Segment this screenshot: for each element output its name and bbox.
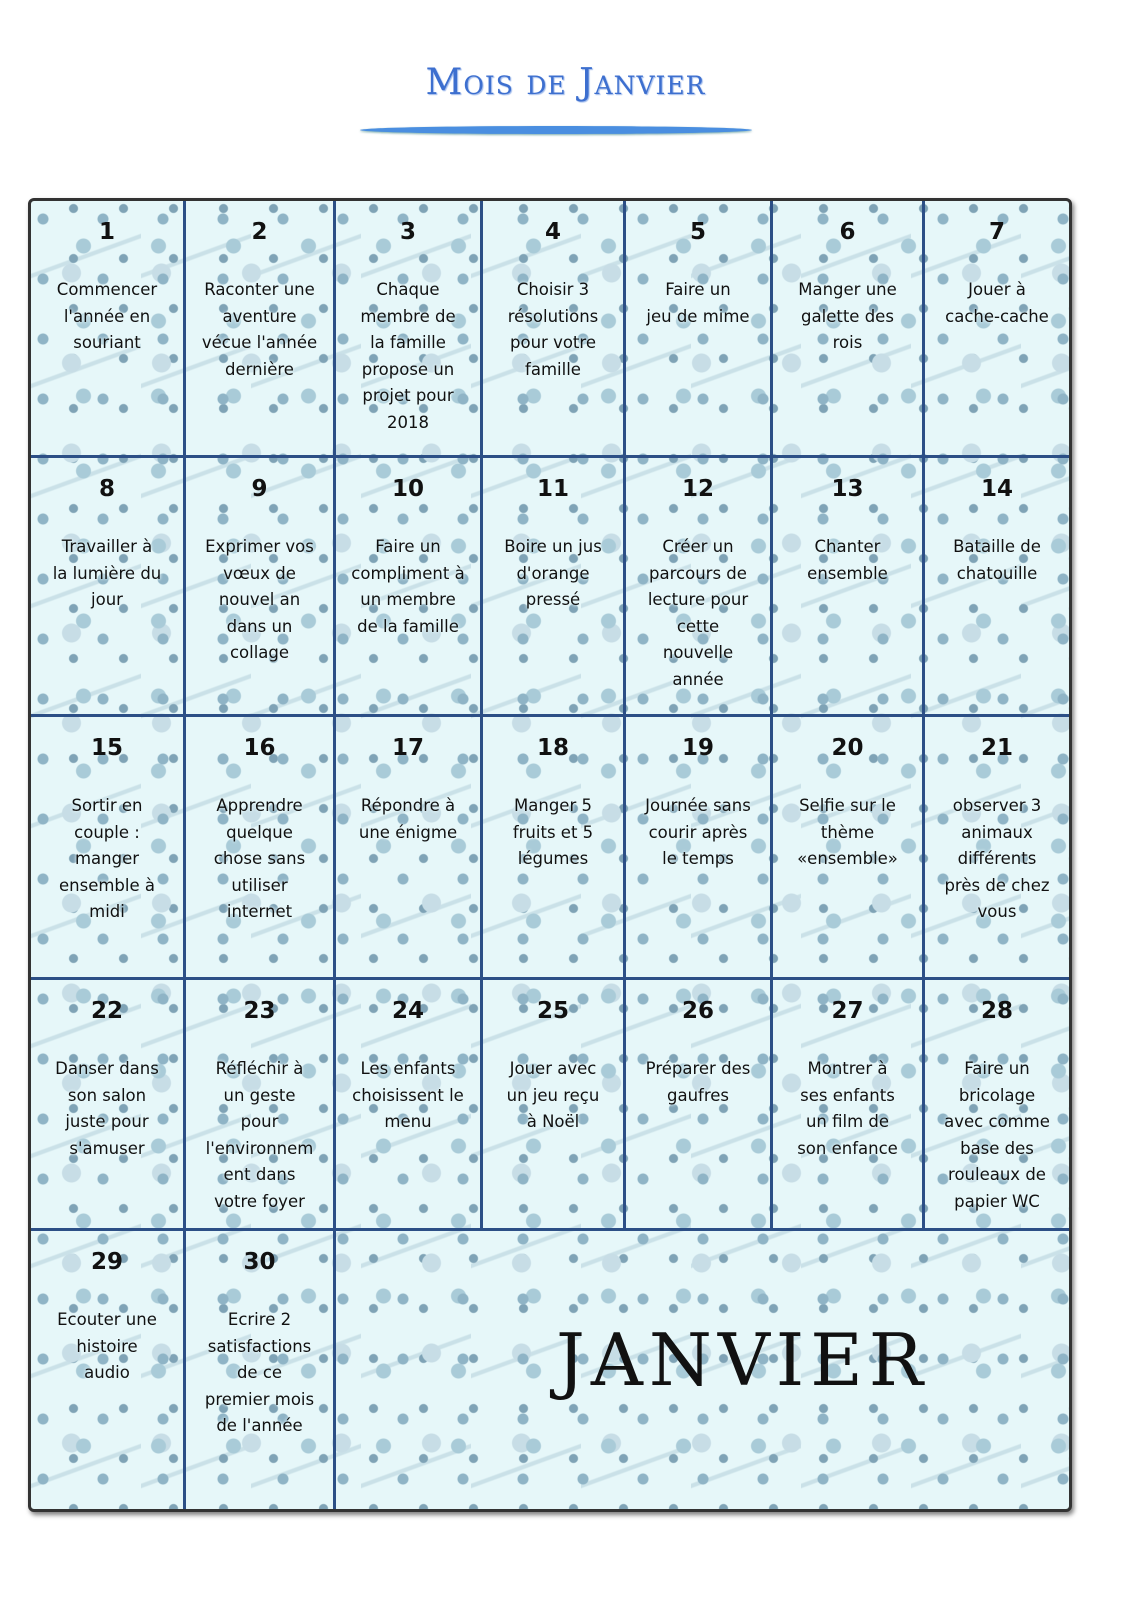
- day-activity: Chanter ensemble: [807, 537, 888, 583]
- day-number: 5: [689, 219, 706, 245]
- day-activity: Manger 5 fruits et 5 légumes: [512, 796, 594, 868]
- day-activity: Exprimer vos vœux de nouvel an dans un collage: [205, 537, 314, 662]
- day-cell: [31, 980, 186, 1231]
- day-activity: Sortir en couple : manger ensemble à midi: [59, 796, 155, 921]
- day-cell: [773, 980, 925, 1231]
- day-cell: [773, 201, 925, 458]
- day-activity: Créer un parcours de lecture pour cette nouvelle année: [647, 537, 749, 689]
- day-number: 9: [251, 476, 268, 502]
- day-activity: Répondre à une énigme: [358, 796, 458, 842]
- day-activity: Boire un jus d'orange pressé: [504, 537, 602, 609]
- day-cell: [336, 458, 483, 717]
- day-activity: Faire un jeu de mime: [646, 280, 750, 326]
- day-cell: [186, 717, 336, 980]
- day-activity: Les enfants choisissent le menu: [352, 1059, 464, 1131]
- day-number: 19: [681, 735, 714, 761]
- day-cell: [626, 980, 773, 1231]
- day-activity: Selfie sur le thème «ensemble»: [797, 796, 898, 868]
- day-number: 25: [536, 998, 569, 1024]
- day-cell: [336, 717, 483, 980]
- day-activity: Travailler à la lumière du jour: [52, 537, 162, 609]
- day-cell: [31, 1231, 186, 1509]
- day-number: 14: [980, 476, 1013, 502]
- day-number: 24: [391, 998, 424, 1024]
- day-number: 2: [251, 219, 268, 245]
- day-number: 11: [536, 476, 569, 502]
- day-number: 15: [90, 735, 123, 761]
- day-activity: Bataille de chatouille: [953, 537, 1041, 583]
- page-title: Mois de Janvier: [425, 62, 706, 103]
- day-activity: Jouer à cache-cache: [945, 280, 1049, 326]
- day-cell: [336, 980, 483, 1231]
- day-number: 29: [90, 1249, 123, 1275]
- day-activity: observer 3 animaux différents près de chez vous: [944, 796, 1050, 921]
- day-cell: [925, 717, 1069, 980]
- day-number: 20: [831, 735, 864, 761]
- day-number: 27: [831, 998, 864, 1024]
- day-cell: [31, 458, 186, 717]
- month-label: JANVIER: [555, 1318, 930, 1402]
- title-underline: [360, 126, 752, 134]
- day-number: 3: [399, 219, 416, 245]
- day-activity: Raconter une aventure vécue l'année dernière: [201, 280, 318, 379]
- day-number: 7: [988, 219, 1005, 245]
- day-cell: [186, 201, 336, 458]
- day-activity: Faire un bricolage avec comme base des rouleaux de papier WC: [944, 1059, 1050, 1211]
- day-activity: Danser dans son salon juste pour s'amuser: [55, 1059, 159, 1158]
- day-number: 23: [243, 998, 276, 1024]
- day-cell: [186, 458, 336, 717]
- day-activity: Ecouter une histoire audio: [57, 1310, 157, 1382]
- day-number: 18: [536, 735, 569, 761]
- day-number: 30: [243, 1249, 276, 1275]
- calendar-grid: [28, 198, 1072, 1512]
- day-number: 28: [980, 998, 1013, 1024]
- day-activity: Apprendre quelque chose sans utiliser internet: [213, 796, 306, 921]
- day-number: 1: [98, 219, 115, 245]
- day-number: 8: [98, 476, 115, 502]
- day-cell: [925, 980, 1069, 1231]
- day-number: 26: [681, 998, 714, 1024]
- day-cell: [626, 458, 773, 717]
- day-number: 4: [544, 219, 561, 245]
- day-number: 17: [391, 735, 424, 761]
- day-number: 22: [90, 998, 123, 1024]
- day-cell: [626, 201, 773, 458]
- day-activity: Faire un compliment à un membre de la famille: [351, 537, 465, 636]
- day-number: 13: [831, 476, 864, 502]
- day-activity: Montrer à ses enfants un film de son enfance: [797, 1059, 898, 1158]
- day-activity: Commencer l'année en souriant: [56, 280, 158, 352]
- day-activity: Journée sans courir après le temps: [645, 796, 751, 868]
- day-cell: [31, 201, 186, 458]
- month-banner: [336, 1231, 1069, 1509]
- day-cell: [31, 717, 186, 980]
- day-activity: Jouer avec un jeu reçu à Noël: [506, 1059, 600, 1131]
- day-cell: [483, 458, 626, 717]
- day-cell: [186, 980, 336, 1231]
- day-activity: Ecrire 2 satisfactions de ce premier mois de l'année: [204, 1310, 315, 1435]
- day-number: 6: [839, 219, 856, 245]
- day-cell: [483, 980, 626, 1231]
- day-number: 21: [980, 735, 1013, 761]
- day-cell: [773, 458, 925, 717]
- day-cell: [186, 1231, 336, 1509]
- day-activity: Réfléchir à un geste pour l'environnem ent dans votre foyer: [205, 1059, 314, 1211]
- day-cell: [773, 717, 925, 980]
- day-activity: Préparer des gaufres: [645, 1059, 751, 1105]
- day-cell: [925, 201, 1069, 458]
- day-number: 16: [243, 735, 276, 761]
- day-activity: Choisir 3 résolutions pour votre famille: [507, 280, 599, 379]
- day-activity: Chaque membre de la famille propose un projet pour 2018: [360, 280, 456, 432]
- day-cell: [626, 717, 773, 980]
- day-number: 12: [681, 476, 714, 502]
- day-cell: [483, 201, 626, 458]
- day-cell: [925, 458, 1069, 717]
- day-activity: Manger une galette des rois: [798, 280, 897, 352]
- day-number: 10: [391, 476, 424, 502]
- day-cell: [336, 201, 483, 458]
- day-cell: [483, 717, 626, 980]
